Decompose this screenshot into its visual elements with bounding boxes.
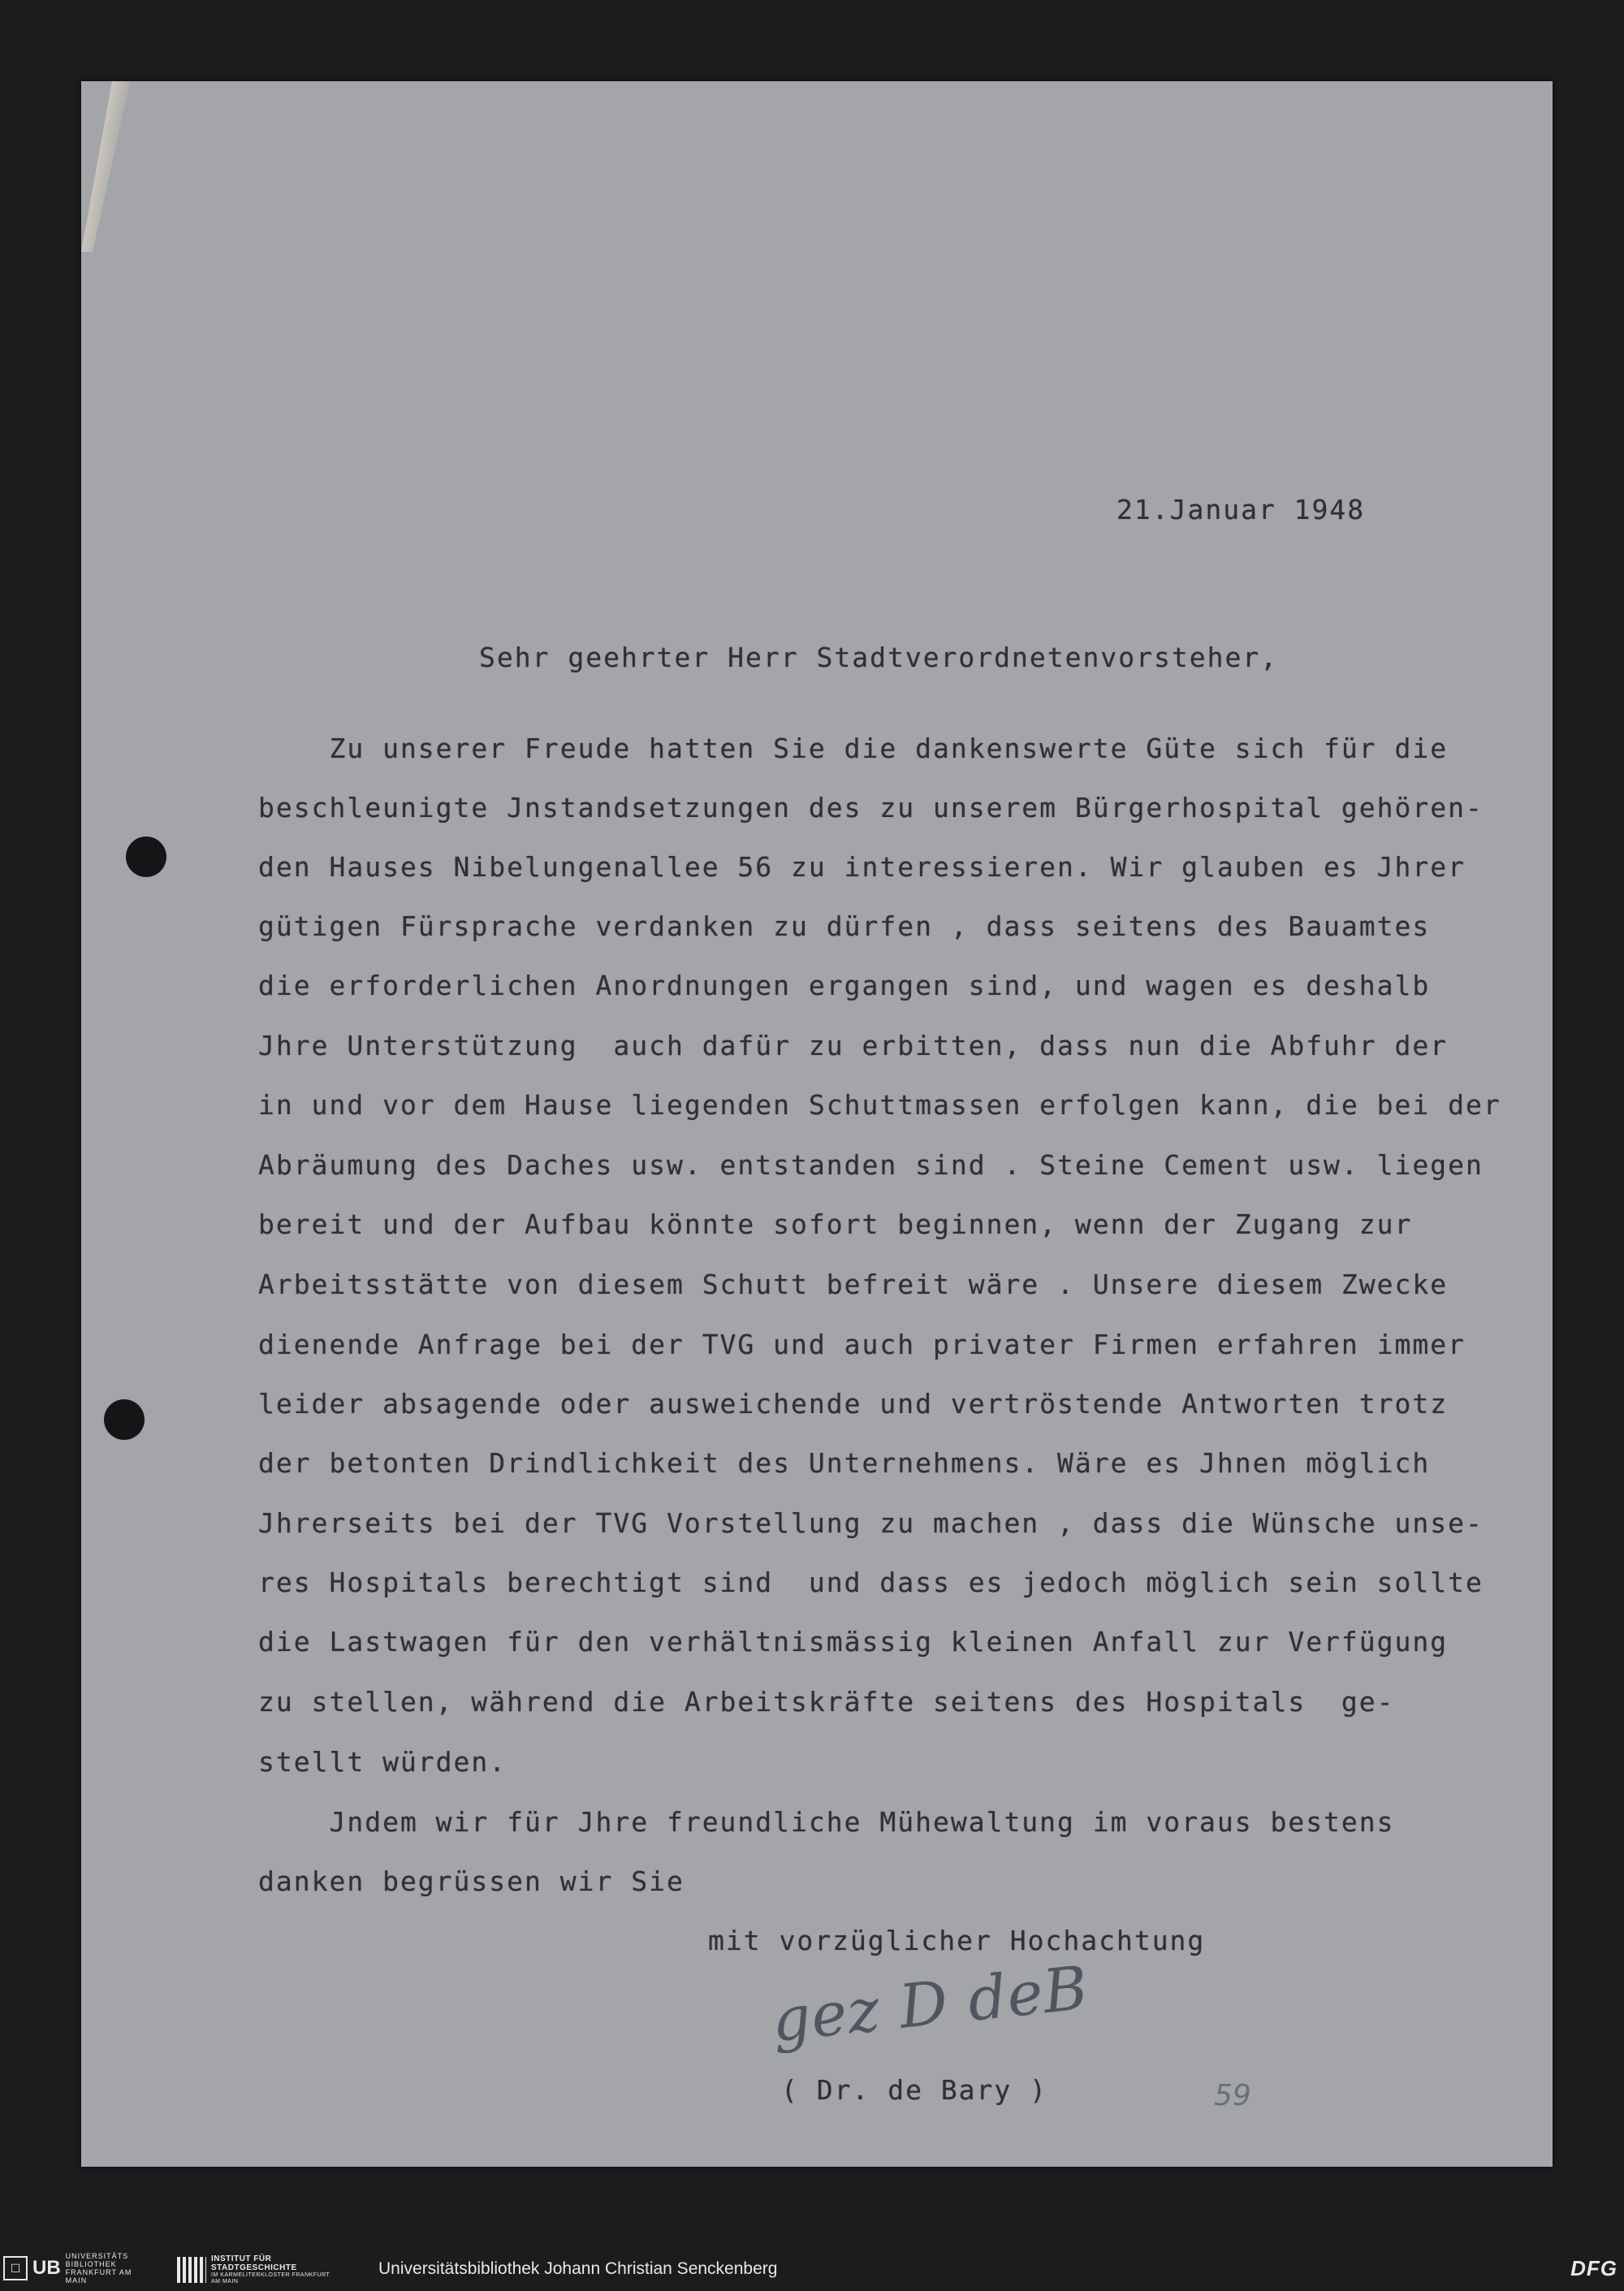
letter-closing: mit vorzüglicher Hochachtung [708,1925,1206,1956]
body-line: bereit und der Aufbau könnte sofort beginnen, wenn der Zugang zur [258,1208,1413,1240]
body-line: leider absagende oder ausweichende und vertröstende Antworten trotz [258,1388,1449,1420]
body-line: der betonten Drindlichkeit des Unternehmens. Wäre es Jhnen möglich [258,1447,1431,1479]
isg-line-3: IM KARMELITERKLOSTER FRANKFURT AM MAIN [211,2272,330,2285]
footer-title: Universitätsbibliothek Johann Christian Senckenberg [378,2259,778,2278]
body-line: stellt würden. [258,1746,508,1778]
body-line: zu stellen, während die Arbeitskräfte seitens des Hospitals ge- [258,1686,1395,1718]
body-line: gütigen Fürsprache verdanken zu dürfen , dass seitens des Bauamtes [258,910,1431,942]
isg-line-1: INSTITUT FÜR [211,2254,272,2263]
body-line: Arbeitsstätte von diesem Schutt befreit wäre . Unsere diesem Zwecke [258,1269,1449,1300]
viewer-footer [0,2246,1624,2291]
isg-columns-icon [177,2257,206,2283]
body-line: beschleunigte Jnstandsetzungen des zu unserem Bürgerhospital gehören- [258,792,1484,823]
handwritten-signature: gez D deB [768,1952,1092,2056]
signatory-name: ( Dr. de Bary ) [781,2074,1048,2106]
isg-line-2: STADTGESCHICHTE [211,2263,297,2272]
body-line: Abräumung des Daches usw. entstanden sind . Steine Cement usw. liegen [258,1149,1484,1181]
punch-hole-bottom [104,1399,145,1440]
ub-label: UB [32,2257,61,2279]
body-line: Jhrerseits bei der TVG Vorstellung zu machen , dass die Wünsche unse- [258,1507,1484,1539]
body-line: Zu unserer Freude hatten Sie die dankenswerte Güte sich für die [258,733,1449,764]
dfg-logo[interactable]: DFG [1570,2256,1618,2280]
isg-logo[interactable] [177,2254,333,2285]
letter-date: 21.Januar 1948 [1116,494,1366,525]
body-line: Jhre Unterstützung auch dafür zu erbitten, dass nun die Abfuhr der [258,1030,1449,1061]
ub-logo[interactable] [3,2252,144,2285]
letter-page [81,81,1553,2167]
body-line: danken begrüssen wir Sie [258,1865,685,1897]
body-line: in und vor dem Hause liegenden Schuttmassen erfolgen kann, die bei der [258,1089,1501,1121]
page-number: 59 [1214,2079,1251,2112]
body-line: Jndem wir für Jhre freundliche Mühewaltung im voraus bestens [258,1806,1395,1838]
body-line: die erforderlichen Anordnungen ergangen sind, und wagen es deshalb [258,970,1431,1001]
body-line: dienende Anfrage bei der TVG und auch privater Firmen erfahren immer [258,1329,1466,1360]
ub-sub-label: UNIVERSITÄTS BIBLIOTHEK FRANKFURT AM MAIN [65,2252,132,2285]
ub-crest-icon: ☐ [3,2256,28,2280]
body-line: die Lastwagen für den verhältnismässig kleinen Anfall zur Verfügung [258,1626,1449,1658]
letter-salutation: Sehr geehrter Herr Stadtverordnetenvorsteher, [479,642,1279,673]
punch-hole-top [126,836,166,877]
body-line: den Hauses Nibelungenallee 56 zu interessieren. Wir glauben es Jhrer [258,851,1466,883]
body-line: res Hospitals berechtigt sind und dass es jedoch möglich sein sollte [258,1567,1484,1598]
